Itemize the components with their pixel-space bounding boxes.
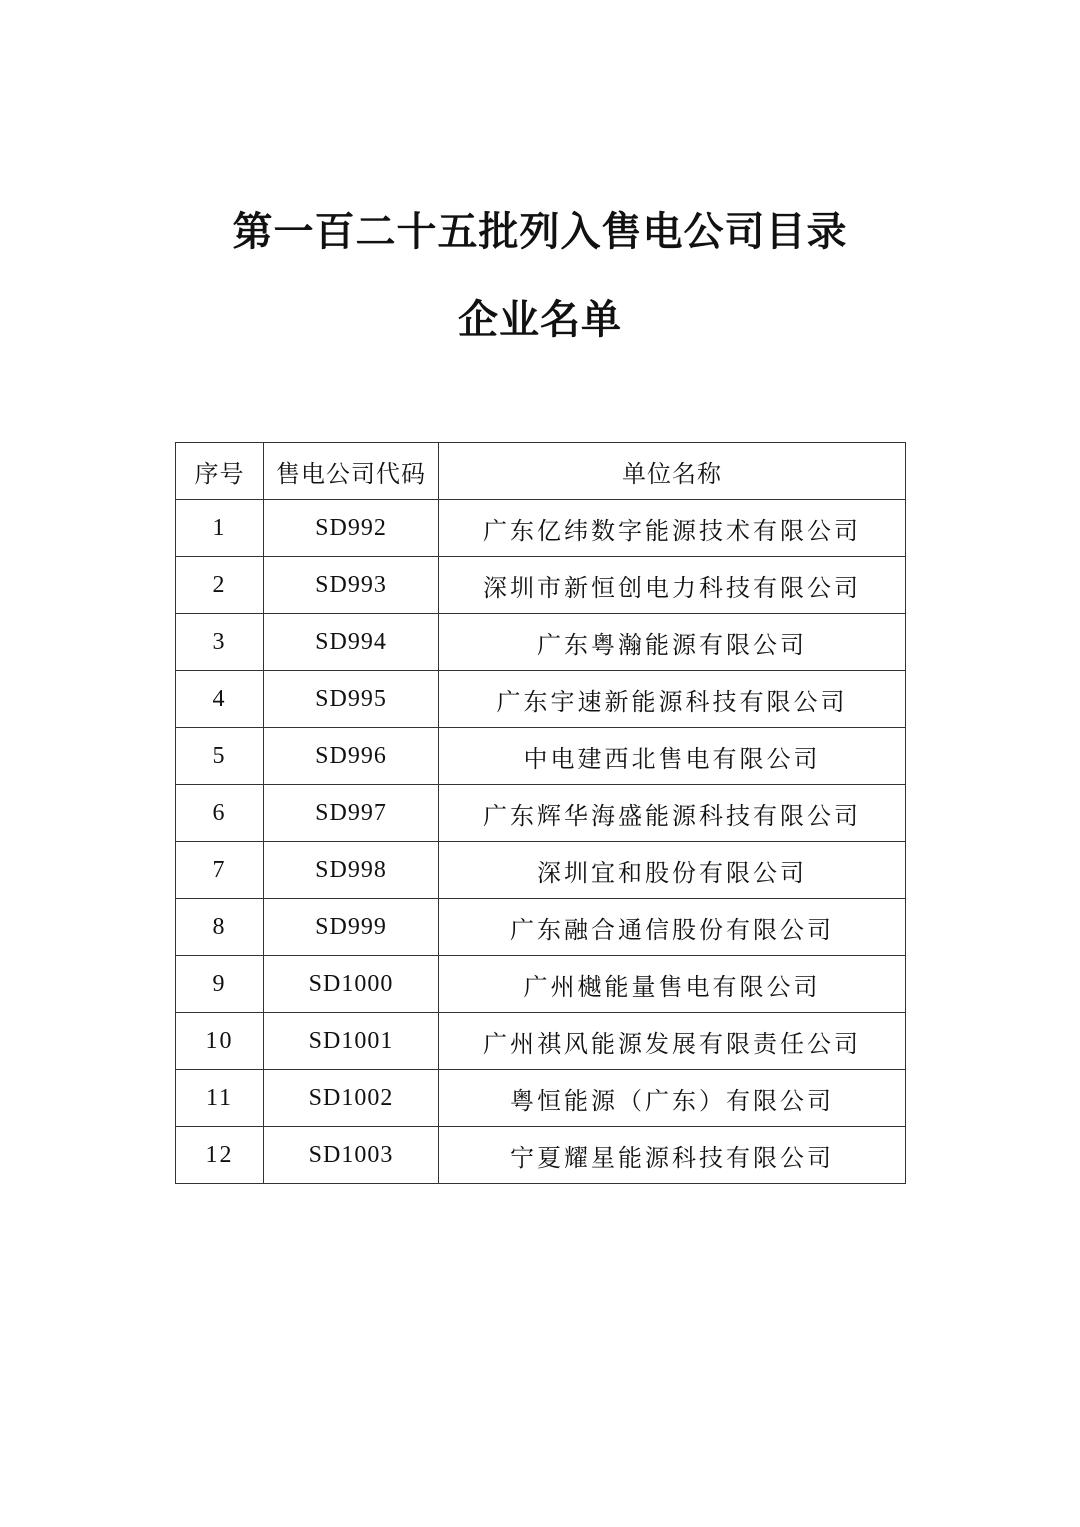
row-code: SD997 [264, 785, 439, 842]
row-name: 广州樾能量售电有限公司 [439, 956, 906, 1013]
table-row [176, 1127, 906, 1184]
row-name: 广东融合通信股份有限公司 [439, 899, 906, 956]
row-index: 5 [176, 728, 264, 785]
row-name: 粤恒能源（广东）有限公司 [439, 1070, 906, 1127]
row-index: 12 [176, 1127, 264, 1184]
row-name: 广东辉华海盛能源科技有限公司 [439, 785, 906, 842]
row-code: SD995 [264, 671, 439, 728]
row-name: 广州祺风能源发展有限责任公司 [439, 1013, 906, 1070]
row-code: SD998 [264, 842, 439, 899]
row-index: 7 [176, 842, 264, 899]
table-row [176, 785, 906, 842]
row-index: 3 [176, 614, 264, 671]
table-row [176, 899, 906, 956]
table-row [176, 557, 906, 614]
row-code: SD993 [264, 557, 439, 614]
row-name: 广东亿纬数字能源技术有限公司 [439, 500, 906, 557]
header-name: 单位名称 [439, 443, 906, 500]
row-index: 6 [176, 785, 264, 842]
row-index: 9 [176, 956, 264, 1013]
row-code: SD1002 [264, 1070, 439, 1127]
row-code: SD1003 [264, 1127, 439, 1184]
table-row [176, 842, 906, 899]
row-name: 深圳宜和股份有限公司 [439, 842, 906, 899]
table-row [176, 728, 906, 785]
row-name: 广东宇速新能源科技有限公司 [439, 671, 906, 728]
row-code: SD994 [264, 614, 439, 671]
row-index: 10 [176, 1013, 264, 1070]
document-subtitle: 企业名单 [458, 296, 622, 343]
row-index: 2 [176, 557, 264, 614]
table-row [176, 614, 906, 671]
row-code: SD992 [264, 500, 439, 557]
row-name: 深圳市新恒创电力科技有限公司 [439, 557, 906, 614]
document-title: 第一百二十五批列入售电公司目录 [232, 208, 848, 255]
company-list-table [175, 442, 906, 1184]
row-code: SD999 [264, 899, 439, 956]
row-index: 11 [176, 1070, 264, 1127]
header-code: 售电公司代码 [264, 443, 439, 500]
row-index: 8 [176, 899, 264, 956]
row-code: SD1001 [264, 1013, 439, 1070]
row-index: 4 [176, 671, 264, 728]
row-code: SD996 [264, 728, 439, 785]
table-row [176, 671, 906, 728]
table-row [176, 1013, 906, 1070]
table-row [176, 500, 906, 557]
header-index: 序号 [176, 443, 264, 500]
table-row [176, 956, 906, 1013]
table-header-row [176, 443, 906, 500]
row-name: 广东粤瀚能源有限公司 [439, 614, 906, 671]
row-code: SD1000 [264, 956, 439, 1013]
table-row [176, 1070, 906, 1127]
row-index: 1 [176, 500, 264, 557]
row-name: 中电建西北售电有限公司 [439, 728, 906, 785]
row-name: 宁夏耀星能源科技有限公司 [439, 1127, 906, 1184]
